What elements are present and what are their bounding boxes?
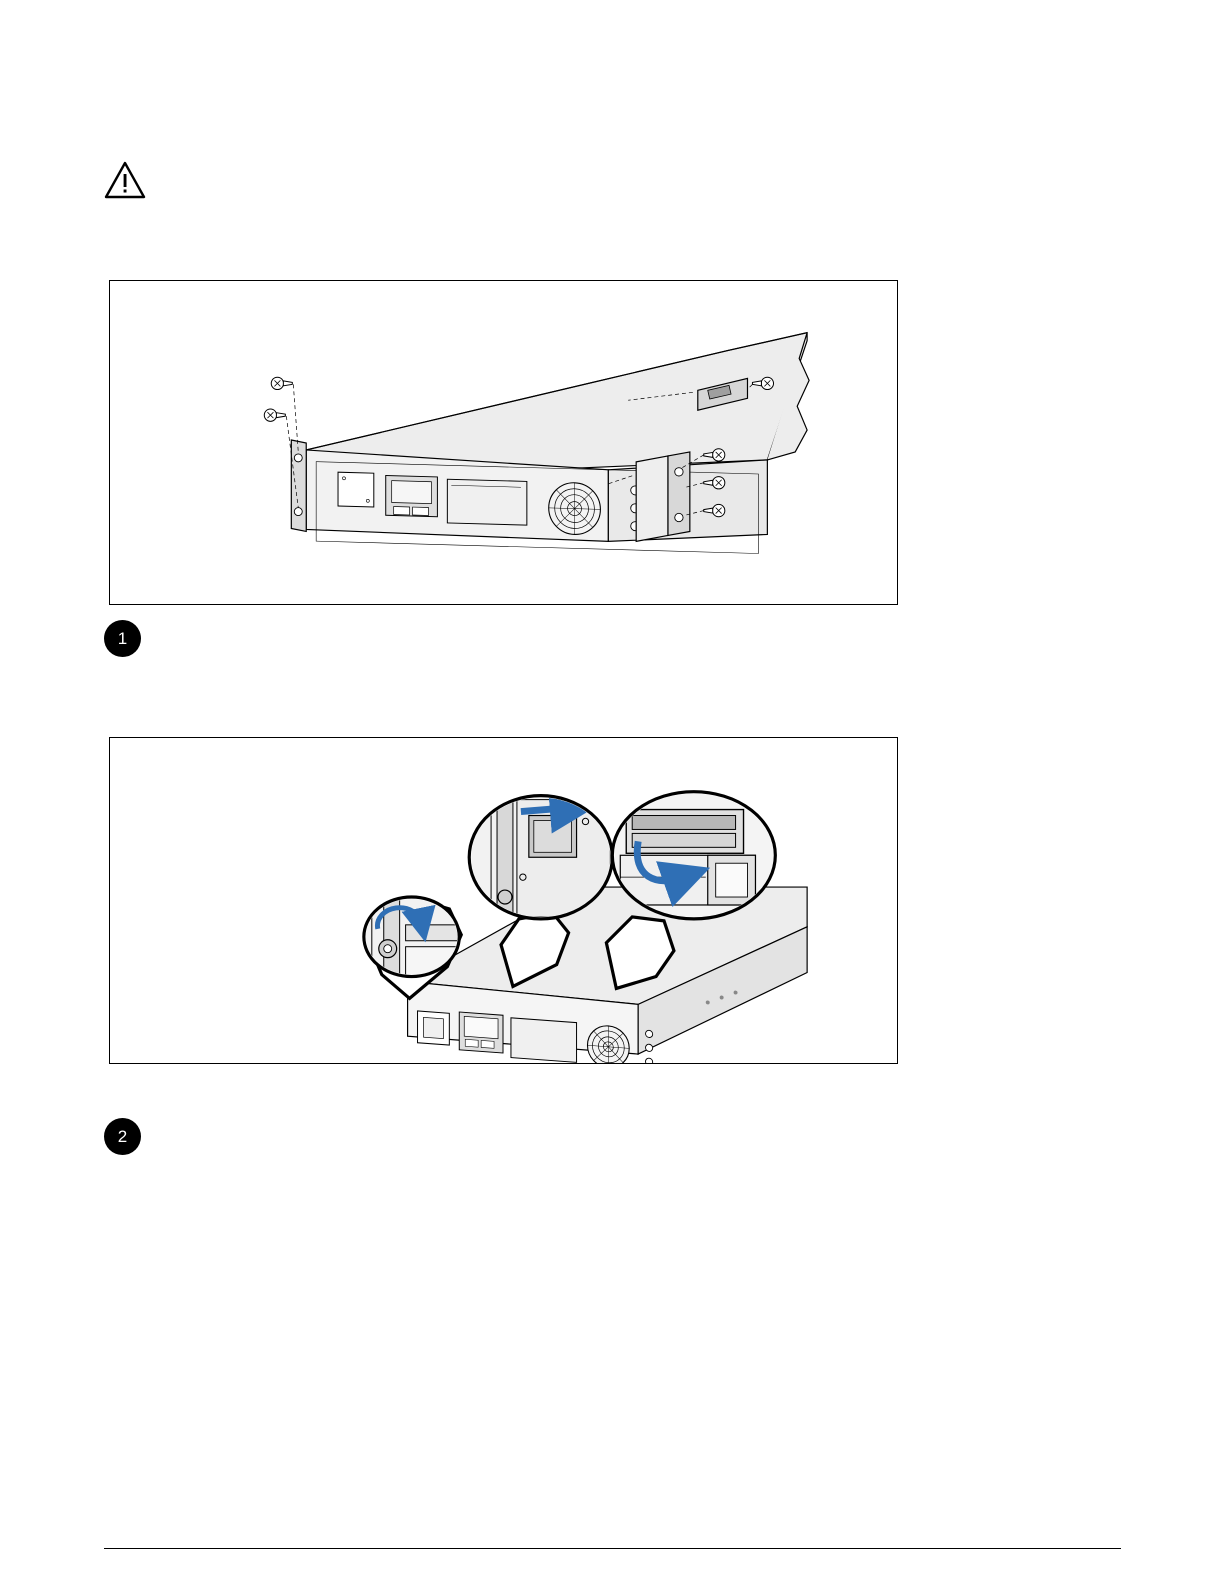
warning-triangle-icon — [104, 160, 146, 200]
step-1 — [104, 620, 924, 657]
step-2 — [104, 1118, 924, 1155]
module-removal-callouts-figure — [109, 737, 898, 1064]
warning-notice — [104, 160, 904, 200]
step-2-bullet: 2 — [104, 1118, 141, 1155]
step-1-bullet: 1 — [104, 620, 141, 657]
rack-mount-bracket-installation-figure — [109, 280, 898, 605]
footer-divider — [104, 1548, 1121, 1549]
fan-grille — [549, 482, 601, 535]
chassis-body — [408, 887, 808, 1063]
left-mount-bracket — [291, 440, 306, 531]
chassis-body — [306, 333, 809, 554]
